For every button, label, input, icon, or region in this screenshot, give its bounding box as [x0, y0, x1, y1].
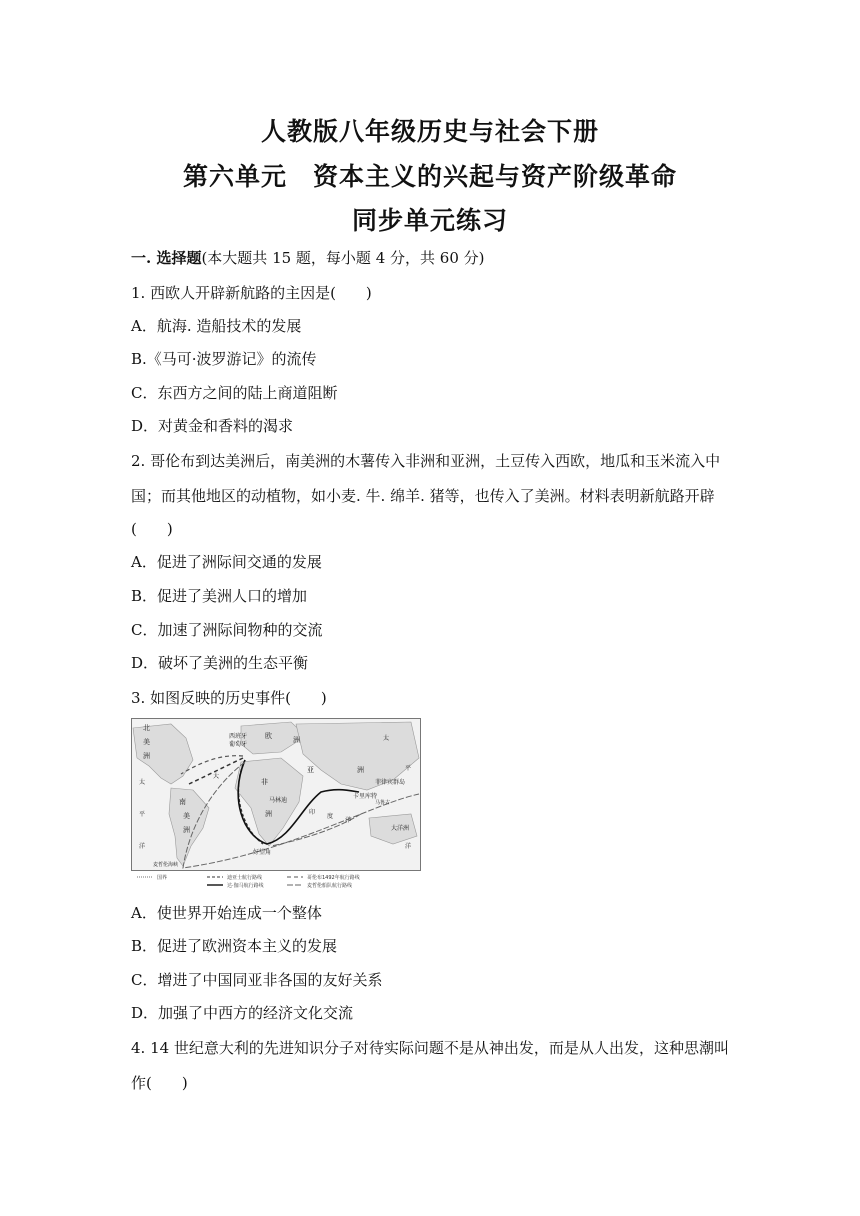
question-1-option-a[interactable]: A．航海. 造船技术的发展	[131, 317, 302, 335]
oceania-label: 大洋洲	[391, 825, 410, 832]
atlantic-label: 大	[213, 773, 220, 780]
calicut-label: 卡里库特	[353, 793, 378, 800]
north-america-label-1: 北	[143, 724, 150, 732]
question-1-option-b[interactable]: B.《马可·波罗游记》的流传	[131, 350, 317, 368]
legend-dias: 迪亚士航行路线	[227, 875, 263, 881]
europe-label-1: 欧	[265, 732, 272, 740]
legend-da-gama: 达·伽马航行路线	[227, 883, 264, 888]
east-pacific-label-3: 洋	[405, 843, 412, 850]
question-2-option-c[interactable]: C．加速了洲际间物种的交流	[131, 621, 323, 639]
europe-label-2: 洲	[293, 736, 300, 744]
indian-ocean-label-2: 度	[327, 813, 334, 820]
africa-label-1: 非	[261, 778, 268, 786]
moluccas-label: 马鲁古	[375, 800, 391, 806]
east-pacific-label-2: 平	[405, 765, 412, 772]
question-2-option-b[interactable]: B．促进了美洲人口的增加	[131, 587, 308, 605]
indian-ocean-label-3: 洋	[345, 817, 352, 824]
legend-magellan: 麦哲伦船队航行路线	[307, 883, 353, 888]
north-america-label-3: 洲	[143, 752, 150, 760]
question-2-stem-line-1: 2. 哥伦布到达美洲后，南美洲的木薯传入非洲和亚洲，土豆传入西欧，地瓜和玉米流入中	[131, 452, 721, 470]
malindi-label: 马林迪	[269, 797, 288, 804]
section-heading	[131, 247, 484, 268]
title-line-1: 人教版八年级历史与社会下册	[260, 117, 599, 146]
portugal-label: 葡萄牙	[229, 741, 248, 748]
legend-border: 国界	[157, 875, 168, 881]
south-america-label-2: 美	[183, 812, 190, 820]
section-description: (本大题共 15 题，每小题 4 分，共 60 分)	[201, 249, 485, 267]
question-3-stem: 3. 如图反映的历史事件( )	[131, 689, 327, 707]
pacific-label-2: 平	[139, 811, 146, 818]
question-3-option-b[interactable]: B．促进了欧洲资本主义的发展	[131, 937, 338, 955]
new-sea-routes-map	[131, 718, 421, 888]
south-america-label-3: 洲	[183, 826, 190, 834]
question-2-stem-line-3: ( )	[131, 520, 173, 538]
question-1-stem: 1. 西欧人开辟新航路的主因是( )	[131, 284, 372, 302]
question-1-option-c[interactable]: C．东西方之间的陆上商道阻断	[131, 384, 338, 402]
pacific-label-3: 洋	[139, 843, 146, 850]
question-1-option-d[interactable]: D．对黄金和香料的渴求	[131, 417, 294, 435]
question-2-stem-line-2: 国；而其他地区的动植物，如小麦. 牛. 绵羊. 猪等，也传入了美洲。材料表明新航路开辟	[131, 487, 715, 505]
africa-label-2: 洲	[265, 810, 272, 818]
pacific-label-1: 太	[139, 779, 146, 786]
south-america-label-1: 南	[179, 798, 186, 806]
question-3-option-a[interactable]: A．使世界开始连成一个整体	[131, 904, 322, 922]
spain-label: 西班牙	[229, 733, 248, 740]
question-3-option-d[interactable]: D．加强了中西方的经济文化交流	[131, 1004, 354, 1022]
asia-label-2: 洲	[357, 766, 364, 774]
east-pacific-label-1: 太	[383, 735, 390, 742]
map-legend	[137, 874, 360, 888]
question-4-stem-line-2: 作( )	[131, 1074, 188, 1092]
cape-of-good-hope-label: 好望角	[253, 849, 272, 856]
asia-label-1: 亚	[307, 766, 314, 774]
title-line-3: 同步单元练习	[351, 206, 508, 235]
section-label: 一. 选择题	[131, 249, 202, 267]
question-2-option-d[interactable]: D．破坏了美洲的生态平衡	[131, 654, 309, 672]
question-3-option-c[interactable]: C．增进了中国同亚非各国的友好关系	[131, 971, 383, 989]
indian-ocean-label-1: 印	[309, 809, 316, 816]
title-line-2: 第六单元 资本主义的兴起与资产阶级革命	[182, 162, 677, 191]
north-america-label-2: 美	[143, 738, 150, 746]
magellan-strait-label: 麦哲伦海峡	[153, 862, 179, 868]
question-4-stem-line-1: 4. 14 世纪意大利的先进知识分子对待实际问题不是从神出发，而是从人出发，这种思潮叫	[131, 1039, 729, 1057]
legend-columbus: 哥伦布1492年航行路线	[307, 875, 360, 881]
philippines-label: 菲律宾群岛	[375, 779, 406, 786]
question-2-option-a[interactable]: A．促进了洲际间交通的发展	[131, 553, 322, 571]
